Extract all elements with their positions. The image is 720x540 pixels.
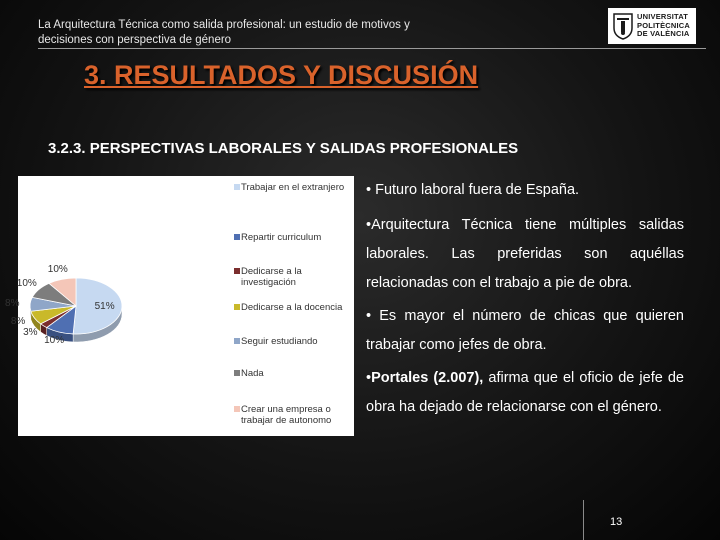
legend-item <box>234 404 352 426</box>
legend-swatch <box>234 370 240 376</box>
legend-label: Nada <box>241 368 264 379</box>
header-divider <box>38 48 706 49</box>
bullet-1 <box>366 176 684 205</box>
legend-swatch <box>234 406 240 412</box>
legend-label: Trabajar en el extranjero <box>241 182 345 193</box>
bullet-4 <box>366 364 684 422</box>
legend-swatch <box>234 304 240 310</box>
legend-label: Crear una empresa o trabajar de autonomo <box>241 404 332 426</box>
data-label: 8% <box>10 316 26 328</box>
footer-divider <box>583 500 584 540</box>
bullet-bold-text: Portales (2.007), <box>371 370 484 386</box>
legend-swatch <box>234 184 240 190</box>
bullet-marker: • <box>366 217 372 233</box>
data-label: 51% <box>94 300 115 312</box>
legend-swatch <box>234 268 240 274</box>
bullet-list <box>366 176 684 426</box>
bullet-text: Arquitectura Técnica tiene múltiples salidas laborales. Las preferidas son aquéllas relacionadas con el trabajo a pie de obra. <box>366 217 684 291</box>
bullet-marker: • <box>366 182 372 198</box>
data-label: 3% <box>23 326 38 338</box>
data-label: 10% <box>16 277 37 289</box>
section-subtitle: 3.2.3. PERSPECTIVAS LABORALES Y SALIDAS PROFESIONALES <box>48 140 519 157</box>
bullet-text: afirma que el oficio de jefe de obra ha dejado de relacionarse con el género. <box>366 370 684 415</box>
page-number: 13 <box>610 516 623 528</box>
logo-text <box>637 13 690 39</box>
crest-icon <box>612 12 634 40</box>
legend-label: Repartir curriculum <box>241 232 322 243</box>
legend-item <box>234 302 352 313</box>
logo-line-2: POLITÈCNICA <box>637 20 691 30</box>
legend-swatch <box>234 338 240 344</box>
data-label: 10% <box>47 264 68 276</box>
header-text: La Arquitectura Técnica como salida profesional: un estudio de motivos y decisiones con perspectiva de género <box>38 19 410 46</box>
logo-line-1: UNIVERSITAT <box>637 12 689 22</box>
legend-item <box>234 266 352 288</box>
legend-label: Seguir estudiando <box>241 336 318 347</box>
legend-item <box>234 232 352 243</box>
legend-label: Dedicarse a la docencia <box>241 302 343 313</box>
pie-chart-panel <box>5 176 354 436</box>
bullet-text: Futuro laboral fuera de España. <box>375 182 580 198</box>
bullet-marker: • <box>366 308 372 324</box>
legend-label: Dedicarse a la investigación <box>241 266 302 288</box>
data-label: 10% <box>44 335 65 347</box>
legend-item <box>234 368 352 379</box>
bullet-3 <box>366 302 684 360</box>
bullet-text: Es mayor el número de chicas que quieren trabajar como jefes de obra. <box>366 308 684 353</box>
legend-swatch <box>234 234 240 240</box>
bullet-marker: • <box>366 370 372 386</box>
legend-item <box>234 182 352 193</box>
slide-title: 3. RESULTADOS Y DISCUSIÓN <box>84 60 479 90</box>
university-logo <box>608 8 696 44</box>
legend-item <box>234 336 352 347</box>
data-label: 8% <box>5 297 20 309</box>
bullet-2 <box>366 211 684 298</box>
logo-line-3: DE VALÈNCIA <box>637 29 690 39</box>
